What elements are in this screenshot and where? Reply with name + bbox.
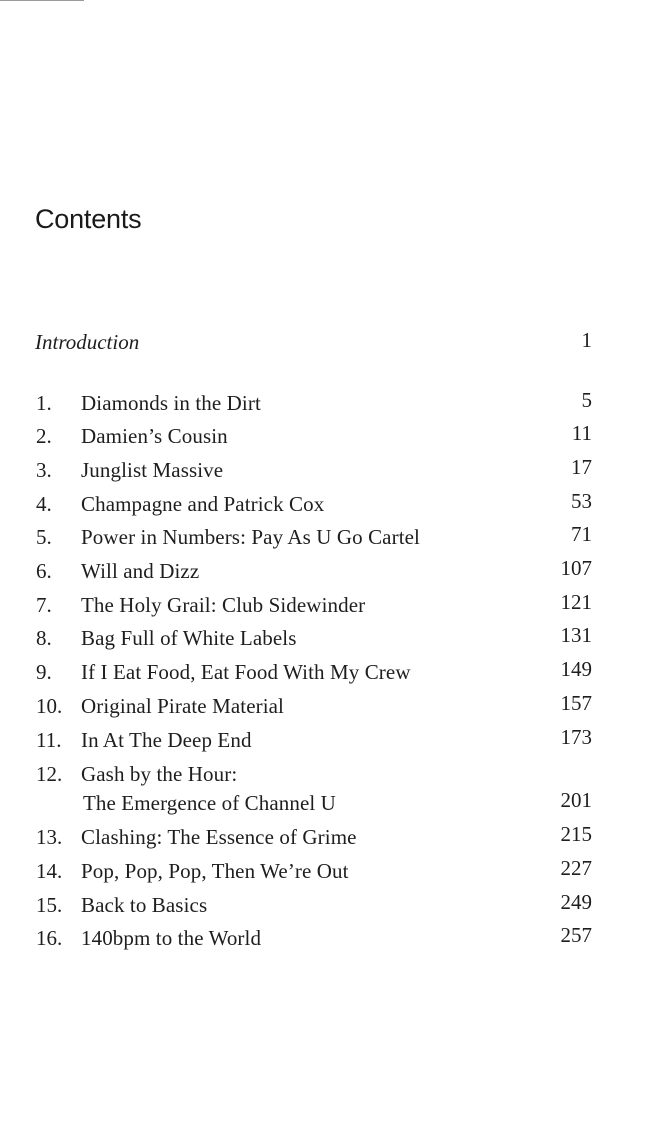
toc-entry-11 [0, 725, 652, 758]
chapter-number: 1. [36, 391, 52, 415]
chapter-page-number: 131 [560, 623, 592, 647]
introduction-page-number: 1 [581, 328, 592, 352]
chapter-number: 7. [36, 593, 52, 617]
chapter-title: Power in Numbers: Pay As U Go Cartel [81, 525, 420, 549]
chapter-number: 10. [36, 694, 63, 718]
chapter-number: 5. [36, 525, 52, 549]
chapter-title: Damien’s Cousin [81, 424, 228, 448]
chapter-page-number: 121 [560, 590, 592, 614]
toc-entry-12 [0, 762, 652, 822]
toc-entry-9 [0, 657, 652, 690]
chapter-number: 9. [36, 660, 52, 684]
chapter-title: Clashing: The Essence of Grime [81, 825, 357, 849]
chapter-page-number: 257 [560, 923, 592, 947]
chapter-page-number: 157 [560, 691, 592, 715]
chapter-title-continued: The Emergence of Channel U [83, 791, 336, 815]
chapter-title: Champagne and Patrick Cox [81, 492, 325, 516]
chapter-number: 3. [36, 458, 52, 482]
toc-entry-14 [0, 856, 652, 889]
toc-entry-8 [0, 623, 652, 656]
toc-entry-13 [0, 822, 652, 855]
toc-entry-15 [0, 890, 652, 923]
toc-entry-4 [0, 489, 652, 522]
page-title: Contents [35, 204, 142, 234]
toc-entry-1 [0, 388, 652, 421]
chapter-number: 4. [36, 492, 52, 516]
chapter-page-number: 227 [560, 856, 592, 880]
chapter-title: Original Pirate Material [81, 694, 284, 718]
chapter-page-number: 53 [571, 489, 592, 513]
toc-entry-16 [0, 923, 652, 956]
chapter-title: Back to Basics [81, 893, 208, 917]
introduction-title: Introduction [35, 330, 140, 354]
chapter-title: Pop, Pop, Pop, Then We’re Out [81, 859, 349, 883]
chapter-page-number: 149 [560, 657, 592, 681]
chapter-number: 2. [36, 424, 52, 448]
toc-entry-5 [0, 522, 652, 555]
chapter-number: 16. [36, 926, 63, 950]
chapter-title: Will and Dizz [81, 559, 200, 583]
chapter-number: 6. [36, 559, 52, 583]
chapter-number: 13. [36, 825, 63, 849]
chapter-page-number: 201 [560, 788, 592, 812]
chapter-title: If I Eat Food, Eat Food With My Crew [81, 660, 411, 684]
chapter-title: Junglist Massive [81, 458, 224, 482]
chapter-number: 14. [36, 859, 63, 883]
toc-entry-3 [0, 455, 652, 488]
chapter-title: Diamonds in the Dirt [81, 391, 261, 415]
chapter-number: 12. [36, 762, 63, 786]
chapter-page-number: 249 [560, 890, 592, 914]
chapter-number: 11. [36, 728, 62, 752]
chapter-title: Bag Full of White Labels [81, 626, 297, 650]
chapter-page-number: 11 [571, 421, 592, 445]
chapter-page-number: 173 [560, 725, 592, 749]
chapter-number: 15. [36, 893, 63, 917]
toc-entry-7 [0, 590, 652, 623]
toc-entry-2 [0, 421, 652, 454]
chapter-title: The Holy Grail: Club Sidewinder [81, 593, 366, 617]
chapter-title: Gash by the Hour: [81, 762, 238, 786]
chapter-page-number: 17 [571, 455, 592, 479]
chapter-number: 8. [36, 626, 52, 650]
chapter-page-number: 5 [581, 388, 592, 412]
chapter-title: 140bpm to the World [81, 926, 262, 950]
chapter-page-number: 71 [571, 522, 592, 546]
chapter-title: In At The Deep End [81, 728, 252, 752]
toc-entry-6 [0, 556, 652, 589]
toc-entry-10 [0, 691, 652, 724]
chapter-page-number: 215 [560, 822, 592, 846]
chapter-page-number: 107 [560, 556, 592, 580]
